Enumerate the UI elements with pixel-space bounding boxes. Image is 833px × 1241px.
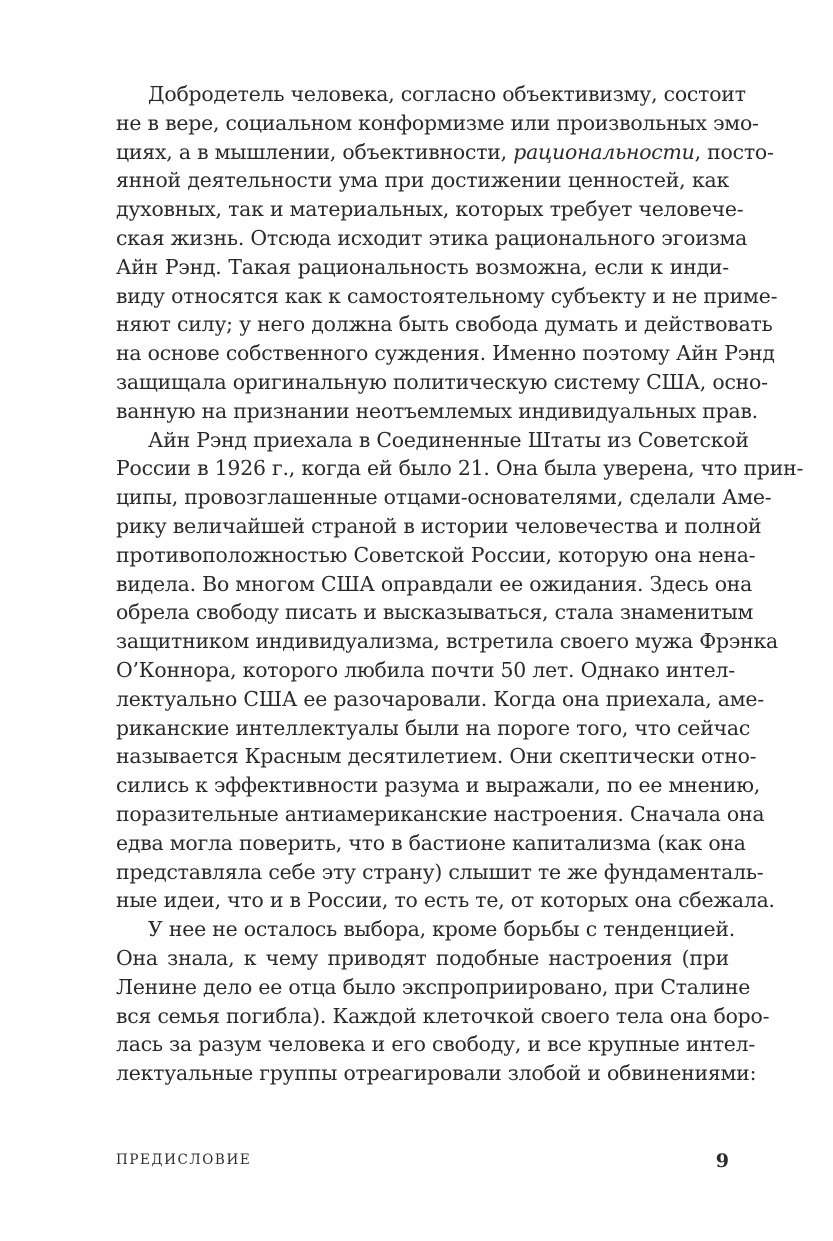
text-line: лектуально США ее разочаровали. Когда она приехала, аме- bbox=[116, 686, 764, 711]
italic-emphasis: рациональности bbox=[513, 139, 695, 164]
paragraph bbox=[116, 915, 770, 1088]
text-line: Айн Рэнд. Такая рациональность возможна, если к инди- bbox=[116, 254, 729, 279]
text-line: ципы, провозглашенные отцами-основателями, сделали Аме- bbox=[116, 485, 772, 510]
text-line: риканские интеллектуалы были на пороге того, что сейчас bbox=[116, 715, 751, 740]
text-line: У нее не осталось выбора, кроме борьбы с тенденцией. bbox=[148, 917, 736, 942]
text-line: защитником индивидуализма, встретила своего мужа Фрэнка bbox=[116, 629, 778, 654]
text-line: не в вере, социальном конформизме или произвольных эмо- bbox=[116, 110, 759, 135]
text-line: защищала оригинальную политическую систему США, осно- bbox=[116, 369, 768, 394]
text-line: лась за разум человека и его свободу, и все крупные интел- bbox=[116, 1032, 756, 1057]
text-line: Айн Рэнд приехала в Соединенные Штаты из Советской bbox=[148, 427, 749, 452]
text-line: вся семья погибла). Каждой клеточкой своего тела она боро- bbox=[116, 1003, 770, 1028]
text-line: на основе собственного суждения. Именно поэтому Айн Рэнд bbox=[116, 341, 775, 366]
text-line: няют силу; у него должна быть свобода думать и действовать bbox=[116, 312, 773, 337]
text-line: Добродетель человека, согласно объективизму, состоит bbox=[148, 82, 746, 106]
text-line: Ленине дело ее отца было экспроприировано, при Сталине bbox=[116, 974, 751, 999]
page-number: 9 bbox=[715, 1150, 729, 1172]
text-line: представляла себе эту страну) слышит те же фундаменталь- bbox=[116, 859, 764, 884]
text-line: О’Коннора, которого любила почти 50 лет. Однако интел- bbox=[116, 657, 735, 682]
text-line: Она знала, к чему приводят подобные настроения (при bbox=[116, 945, 729, 970]
text-line: противоположностью Советской России, которую она нена- bbox=[116, 542, 756, 567]
text-line: ные идеи, что и в России, то есть те, от которых она сбежала. bbox=[116, 888, 775, 913]
running-head: ПРЕДИСЛОВИЕ bbox=[116, 1152, 252, 1168]
text-line: поразительные антиамериканские настроения. Сначала она bbox=[116, 801, 765, 826]
text-line: называется Красным десятилетием. Они скептически отно- bbox=[116, 744, 757, 769]
text-line: сились к эффективности разума и выражали, по ее мнению, bbox=[116, 773, 761, 798]
paragraph bbox=[116, 426, 804, 916]
text-line: обрела свободу писать и высказываться, стала знаменитым bbox=[116, 600, 754, 625]
text-line: циях, а в мышлении, объективности, рациональности, посто- bbox=[116, 139, 774, 164]
text-line: рику величайшей страной в истории человечества и полной bbox=[116, 513, 762, 538]
text-line: ская жизнь. Отсюда исходит этика рационального эгоизма bbox=[116, 225, 748, 250]
text-line: лектуальные группы отреагировали злобой и обвинениями: bbox=[116, 1061, 757, 1086]
text-line: ванную на признании неотъемлемых индивидуальных прав. bbox=[116, 398, 758, 423]
page-footer bbox=[116, 1150, 729, 1174]
text-line: видела. Во многом США оправдали ее ожидания. Здесь она bbox=[116, 571, 753, 596]
text-line: духовных, так и материальных, которых требует человече- bbox=[116, 197, 744, 222]
book-page-body bbox=[116, 80, 804, 1088]
text-line: виду относятся как к самостоятельному субъекту и не приме- bbox=[116, 283, 778, 308]
text-line: янной деятельности ума при достижении ценностей, как bbox=[116, 168, 729, 193]
paragraph bbox=[116, 80, 778, 426]
text-line: России в 1926 г., когда ей было 21. Она была уверена, что прин- bbox=[116, 456, 804, 481]
text-line: едва могла поверить, что в бастионе капитализма (как она bbox=[116, 830, 746, 855]
